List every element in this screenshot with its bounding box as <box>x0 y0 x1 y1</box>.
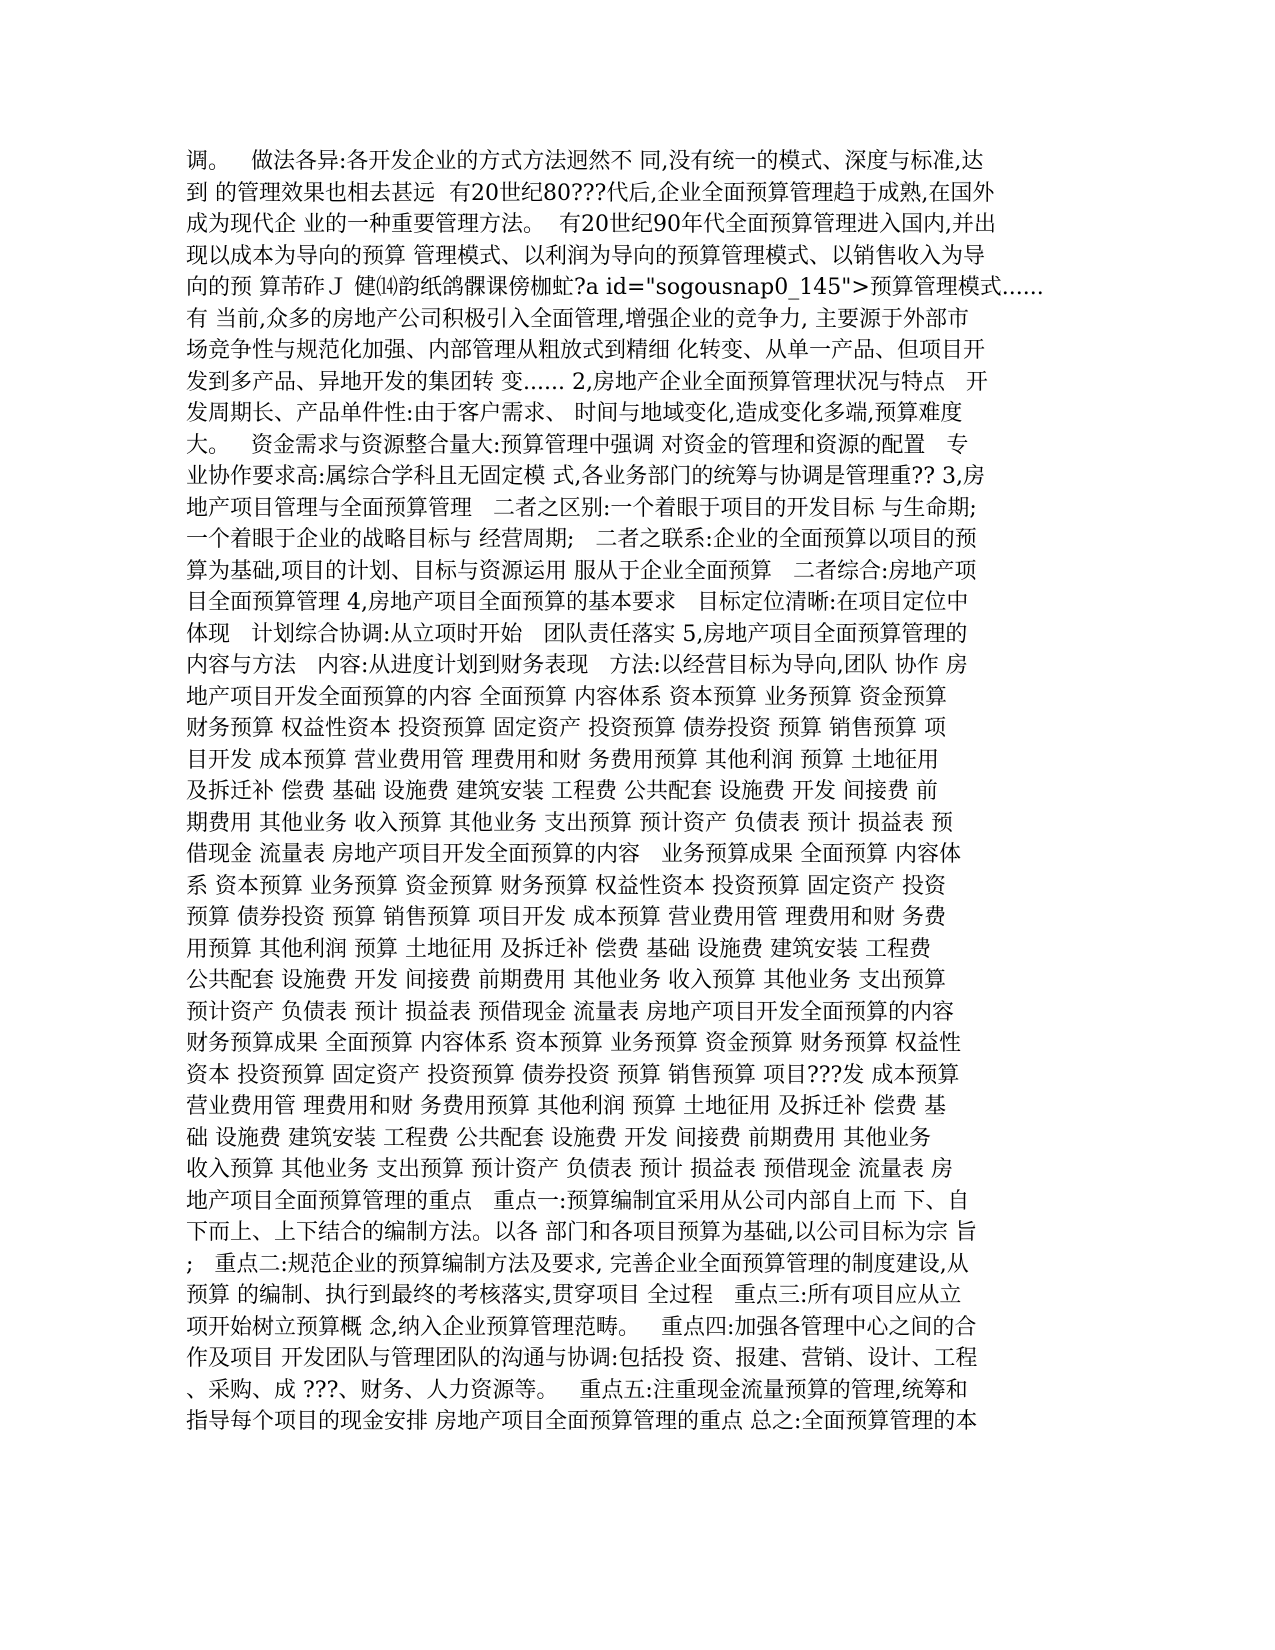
text-line: 系 资本预算 业务预算 资金预算 财务预算 权益性资本 投资预算 固定资产 投资 <box>186 873 946 899</box>
body-text <box>186 146 1091 1438</box>
text-line: 预算 的编制、执行到最终的考核落实,贯穿项目 全过程 重点三:所有项目应从立 <box>186 1283 962 1308</box>
text-line: 业协作要求高:属综合学科且无固定模 式,各业务部门的统筹与协调是管理重?? 3,房 <box>186 464 985 489</box>
text-line: 发周期长、产品单件性:由于客户需求、 时间与地域变化,造成变化多端,预算难度 <box>186 401 963 426</box>
text-line: 体现 计划综合协调:从立项时开始 团队责任落实 5,房地产项目全面预算管理的 <box>186 621 968 647</box>
text-line: 有 当前,众多的房地产公司积极引入全面管理,增强企业的竞争力, 主要源于外部市 <box>186 306 969 332</box>
text-line: 内容与方法 内容:从进度计划到财务表现 方法:以经营目标为导向,团队 协作 房 <box>186 653 968 678</box>
text-line: 场竞争性与规范化加强、内部管理从粗放式到精细 化转变、从单一产品、但项目开 <box>186 338 985 363</box>
text-line: 预算 债券投资 预算 销售预算 项目开发 成本预算 营业费用管 理费用和财 务费 <box>186 905 946 930</box>
text-line: 资本 投资预算 固定资产 投资预算 债券投资 预算 销售预算 项目???发 成本预算 <box>186 1062 960 1088</box>
text-line: 及拆迁补 偿费 基础 设施费 建筑安装 工程费 公共配套 设施费 开发 间接费 前 <box>186 779 938 804</box>
text-line: 财务预算成果 全面预算 内容体系 资本预算 业务预算 资金预算 财务预算 权益性 <box>186 1031 961 1056</box>
text-line: 发到多产品、异地开发的集团转 变...... 2,房地产企业全面预算管理状况与特点 开 <box>186 369 988 395</box>
text-line: 目开发 成本预算 营业费用管 理费用和财 务费用预算 其他利润 预算 土地征用 <box>186 747 939 773</box>
text-line: 、采购、成 ???、财务、人力资源等。 重点五:注重现金流量预算的管理,统筹和 <box>186 1377 968 1403</box>
text-line: 下而上、上下结合的编制方法。以各 部门和各项目预算为基础,以公司目标为宗 旨 <box>186 1220 977 1245</box>
text-line: 项开始树立预算概 念,纳入企业预算管理范畴。 重点四:加强各管理中心之间的合 <box>186 1314 977 1340</box>
text-line: 地产项目开发全面预算的内容 全面预算 内容体系 资本预算 业务预算 资金预算 <box>186 684 947 710</box>
text-line: 大。 资金需求与资源整合量大:预算管理中强调 对资金的管理和资源的配置 专 <box>186 432 969 458</box>
text-line: 到 的管理效果也相去甚远 有20世纪80???代后,企业全面预算管理趋于成熟,在国外 <box>186 180 995 206</box>
text-line: 收入预算 其他业务 支出预算 预计资产 负债表 预计 损益表 预借现金 流量表 房 <box>186 1157 953 1182</box>
text-line: 础 设施费 建筑安装 工程费 公共配套 设施费 开发 间接费 前期费用 其他业务 <box>186 1125 931 1151</box>
text-line: 指导每个项目的现金安排 房地产项目全面预算管理的重点 总之:全面预算管理的本 <box>186 1409 978 1434</box>
text-line: 公共配套 设施费 开发 间接费 前期费用 其他业务 收入预算 其他业务 支出预算 <box>186 968 946 993</box>
text-line: 借现金 流量表 房地产项目开发全面预算的内容 业务预算成果 全面预算 内容体 <box>186 842 961 867</box>
text-line: 调。 做法各异:各开发企业的方式方法迥然不 同,没有统一的模式、深度与标准,达 <box>186 149 984 174</box>
text-line: 用预算 其他利润 预算 土地征用 及拆迁补 偿费 基础 设施费 建筑安装 工程费 <box>186 936 931 962</box>
text-line: 现以成本为导向的预算 管理模式、以利润为导向的预算管理模式、以销售收入为导 <box>186 243 985 269</box>
text-line: 预计资产 负债表 预计 损益表 预借现金 流量表 房地产项目开发全面预算的内容 <box>186 999 954 1025</box>
text-line: 地产项目管理与全面预算管理 二者之区别:一个着眼于项目的开发目标 与生命期; <box>186 495 977 521</box>
text-line: 算为基础,项目的计划、目标与资源运用 服从于企业全面预算 二者综合:房地产项 <box>186 558 977 584</box>
text-line: 地产项目全面预算管理的重点 重点一:预算编制宜采用从公司内部自上而 下、自 <box>186 1188 970 1214</box>
text-line: 营业费用管 理费用和财 务费用预算 其他利润 预算 土地征用 及拆迁补 偿费 基 <box>186 1094 946 1119</box>
text-line: 期费用 其他业务 收入预算 其他业务 支出预算 预计资产 负债表 预计 损益表 预 <box>186 810 953 836</box>
text-line: 成为现代企 业的一种重要管理方法。 有20世纪90年代全面预算管理进入国内,并出 <box>186 212 996 237</box>
text-line: ; 重点二:规范企业的预算编制方法及要求, 完善企业全面预算管理的制度建设,从 <box>186 1251 969 1277</box>
text-line: 财务预算 权益性资本 投资预算 固定资产 投资预算 债券投资 预算 销售预算 项 <box>186 716 946 741</box>
text-line: 目全面预算管理 4,房地产项目全面预算的基本要求 目标定位清晰:在项目定位中 <box>186 590 969 615</box>
text-line: 作及项目 开发团队与管理团队的沟通与协调:包括投 资、报建、营销、设计、工程 <box>186 1346 978 1371</box>
text-line: 向的预 算芾砟Ｊ 健⒁韵纸鸽髁课傍枷虻?a id="sogousnap0_145">预算管理模式...... <box>186 275 1044 300</box>
text-line: 一个着眼于企业的战略目标与 经营周期; 二者之联系:企业的全面预算以项目的预 <box>186 527 977 552</box>
